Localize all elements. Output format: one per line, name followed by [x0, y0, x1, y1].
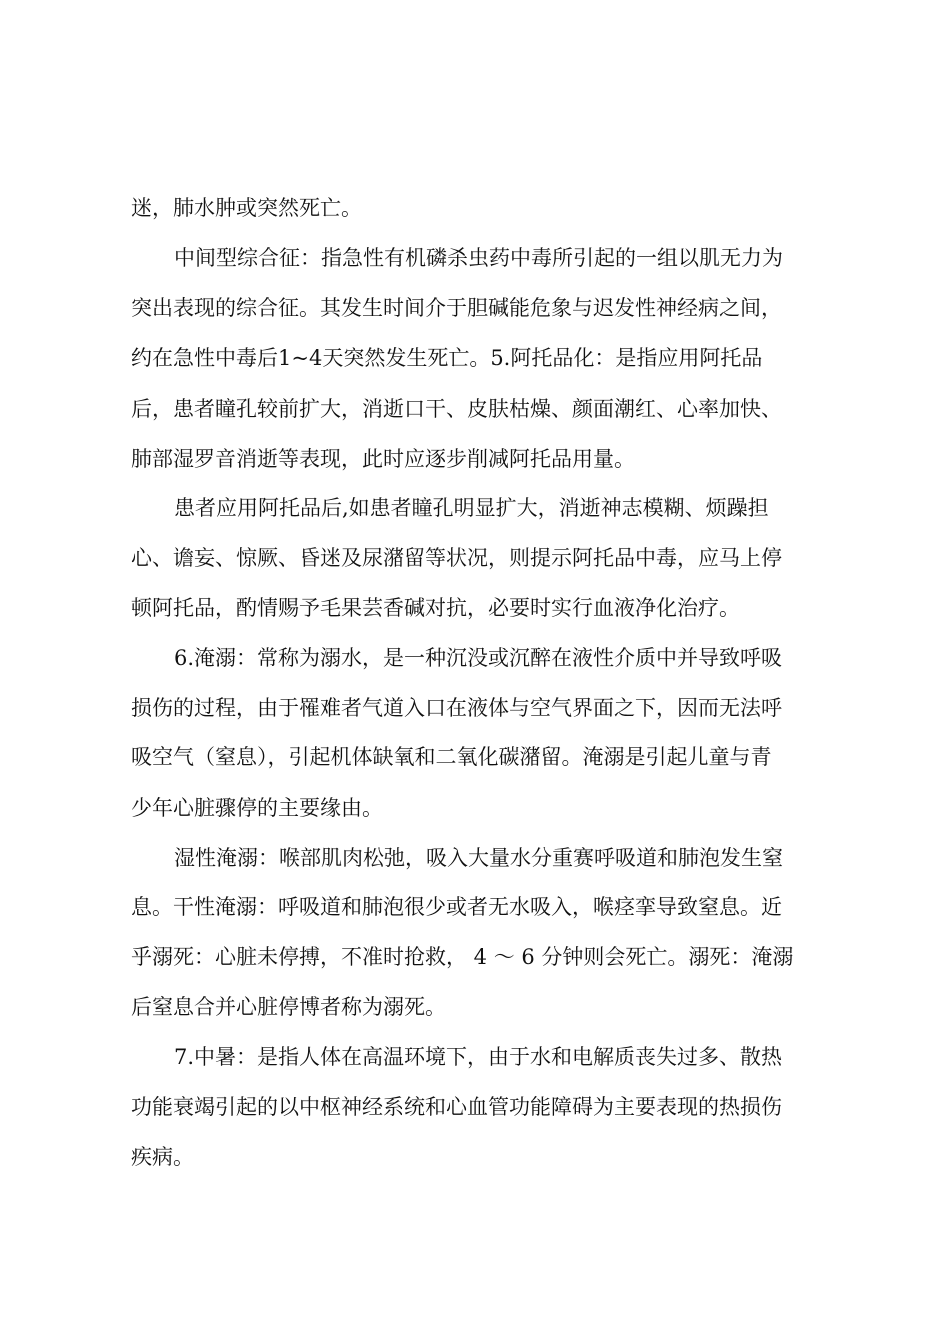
text-line: 中间型综合征：指急性有机磷杀虫药中毒所引起的一组以肌无力为	[174, 246, 783, 270]
text-line: 患者应用阿托品后,如患者瞳孔明显扩大，消逝神志模糊、烦躁担	[174, 496, 769, 520]
text-line: 损伤的过程，由于罹难者气道入口在液体与空气界面之下，因而无法呼	[131, 696, 782, 720]
text-line: 息。干性淹溺：呼吸道和肺泡很少或者无水吸入，喉痉挛导致窒息。近	[131, 895, 782, 919]
text-line: 顿阿托品，酌情赐予毛果芸香碱对抗，必要时实行血液净化治疗。	[131, 596, 740, 620]
text-line: 疾病。	[131, 1145, 194, 1169]
text-line: 少年心脏骤停的主要缘由。	[131, 796, 383, 820]
text-line: 后，患者瞳孔较前扩大，消逝口干、皮肤枯燥、颜面潮红、心率加快、	[131, 397, 782, 421]
text-line: 约在急性中毒后1~4天突然发生死亡。5.阿托品化：是指应用阿托品	[131, 346, 763, 370]
text-line: 突出表现的综合征。其发生时间介于胆碱能危象与迟发性神经病之间，	[131, 296, 782, 320]
text-line: 后窒息合并心脏停博者称为溺死。	[131, 995, 446, 1019]
text-line: 乎溺死：心脏未停搏，不准时抢救， 4 ～ 6 分钟则会死亡。溺死：淹溺	[131, 945, 794, 969]
text-line: 功能衰竭引起的以中枢神经系统和心血管功能障碍为主要表现的热损伤	[131, 1095, 782, 1119]
text-line: 湿性淹溺：喉部肌肉松弛，吸入大量水分重赛呼吸道和肺泡发生窒	[174, 846, 783, 870]
text-line: 心、谵妄、惊厥、昏迷及尿潴留等状况，则提示阿托品中毒，应马上停	[131, 546, 782, 570]
text-line: 7.中暑：是指人体在高温环境下，由于水和电解质丧失过多、散热	[174, 1045, 783, 1069]
text-line: 肺部湿罗音消逝等表现，此时应逐步削减阿托品用量。	[131, 447, 635, 471]
text-line: 吸空气（窒息），引起机体缺氧和二氧化碳潴留。淹溺是引起儿童与青	[131, 745, 772, 769]
text-line: 迷，肺水肿或突然死亡。	[131, 196, 362, 220]
text-line: 6.淹溺：常称为溺水，是一种沉没或沉醉在液性介质中并导致呼吸	[174, 646, 783, 670]
